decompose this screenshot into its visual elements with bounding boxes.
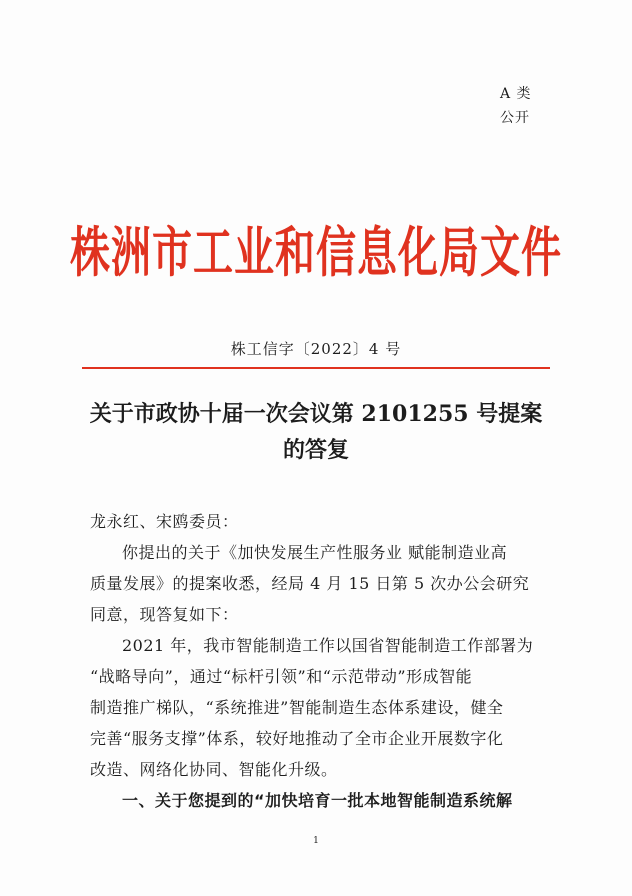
document-number: 株工信字〔2022〕4 号: [230, 340, 402, 358]
paragraph-2-line-1: 2021 年，我市智能制造工作以国省智能制造工作部署为: [122, 636, 534, 655]
paragraph-2-line-2: “战略导向”，通过“标杆引领”和“示范带动”形成智能: [90, 667, 473, 686]
page-number: 1: [313, 836, 319, 846]
paragraph-2-line-5: 改造、网络化协同、智能化升级。: [90, 760, 338, 779]
paragraph-1-line-1: 你提出的关于《加快发展生产性服务业 赋能制造业高: [122, 543, 508, 562]
subject-line-2: 的答复: [282, 437, 349, 463]
document-issuer-title: 株洲市工业和信息化局文件: [70, 222, 562, 285]
category-label: A 类: [500, 86, 532, 102]
section-1-heading: 一、关于您提到的“加快培育一批本地智能制造系统解: [122, 791, 513, 810]
paragraph-2-line-3: 制造推广梯队，“系统推进”智能制造生态体系建设，健全: [90, 698, 504, 717]
classification-block: [500, 82, 532, 130]
document-subject: [0, 396, 632, 468]
subject-line-1: 关于市政协十届一次会议第 2101255 号提案: [89, 401, 543, 427]
paragraph-1-line-2: 质量发展》的提案收悉，经局 4 月 15 日第 5 次办公会研究: [90, 574, 530, 593]
red-divider-line: [82, 367, 550, 369]
paragraph-1-line-3: 同意，现答复如下：: [90, 605, 239, 624]
paragraph-2-line-4: 完善“服务支撑”体系，较好地推动了全市企业开展数字化: [90, 729, 504, 748]
document-body: [90, 506, 550, 785]
disclosure-label: 公开: [500, 110, 530, 126]
salutation: 龙永红、宋鸥委员：: [90, 512, 239, 531]
